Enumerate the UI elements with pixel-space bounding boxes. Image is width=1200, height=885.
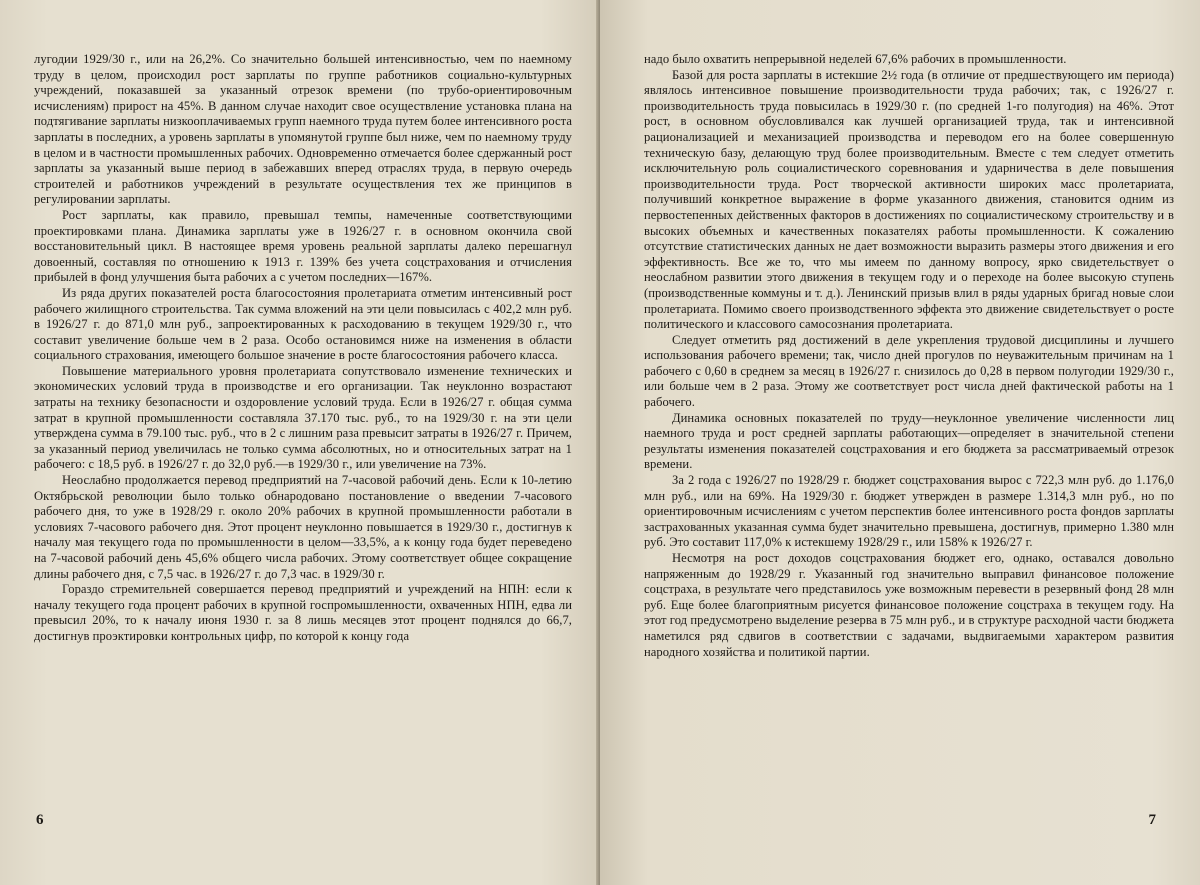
left-page-text — [34, 52, 572, 645]
paragraph: Базой для роста зарплаты в истекшие 2½ года (в отличие от предшествующего им периода) являлось интенсивное повышение производительности труда рабочих; так, с 1926/27 г. производительность труда повысилась в 1929/30 г. (по средней 1-го полугодия) на 46%. Этот рост, в основном обусловливался как лучшей организацией труда, так и интенсивной рационализацией и механизацией производства и переводом его на более совершенную техническую базу, делающую труд более производительным. Вместе с тем следует отметить исключительную роль социалистического соревнования и ударничества в деле повышения производительности труда. Рост творческой активности широких масс пролетариата, получивший конкретное выражение в форме указанного движения, становится одним из первостепенных действенных факторов в достижениях по социалистическому строительству и в высоких объемных и качественных показателях работы промышленности. К сожалению отсутствие статистических данных не дает возможности выразить размеры этого движения и его эффективность. Все же то, что мы имеем по данному вопросу, ярко свидетельствует о неослабном развитии этого движения в текущем году и о переходе на более высокую ступень (производственные коммуны и т. д.). Ленинский призыв влил в ряды ударных бригад новые слои пролетариата. Помимо своего производственного эффекта это движение свидетельствует о росте политического и классового самосознания пролетариата. — [644, 67, 1174, 332]
paragraph: За 2 года с 1926/27 по 1928/29 г. бюджет соцстрахования вырос с 722,3 млн руб. до 1.176,0 млн руб., или на 69%. На 1929/30 г. бюджет утвержден в размере 1.314,3 млн руб., но по ориентировочным исчислениям с учетом перспектив более интенсивного роста фондов зарплаты застрахованных указанная сумма будет значительно превышена, достигнув, примерно 1.380 млн руб. Это составит 117,0% к истекшему 1928/29 г., или 158% к 1926/27 г. — [644, 473, 1174, 550]
paragraph: надо было охватить непрерывной неделей 67,6% рабочих в промышленности. — [644, 52, 1067, 66]
right-page-text — [644, 52, 1174, 660]
paragraph: лугодии 1929/30 г., или на 26,2%. Со значительно большей интенсивностью, чем по наемному труду в целом, происходил рост зарплаты по группе работников социально-культурных учреждений, показавшей за указанный отрезок времени (по трубо-ориентировочным исчислениям) прирост на 45%. В данном случае находит свое осуществление установка плана на подтягивание зарплаты низкооплачиваемых групп наемного труда путем более интенсивного роста зарплаты в последних, а уровень зарплаты в упомянутой группе был ниже, чем по наемному труду в целом и в частности промышленных рабочих. Одновременно отмечается более сдержанный рост зарплаты за указанный выше период в забежавших вперед отраслях труда, в первую очередь строителей и работников учреждений в результате осуществления тех же принципов в регулировании зарплаты. — [34, 52, 573, 207]
paragraph: Из ряда других показателей роста благосостояния пролетариата отметим интенсивный рост рабочего жилищного строительства. Так сумма вложений на эти цели повысилась с 402,2 млн руб. в 1926/27 г. до 871,0 млн руб., запроектированных к расходованию в текущем 1929/30 г., что составит увеличение больше чем в 2 раза. Особо остановимся ниже на изменения в области социального страхования, имеющего большое значение в росте благосостояния рабочего класса. — [34, 285, 572, 363]
right-page — [600, 0, 1200, 885]
page-number-left: 6 — [36, 812, 44, 828]
paragraph: Гораздо стремительней совершается перевод предприятий и учреждений на НПН: если к началу текущего года процент рабочих в крупной госпромышленности, охваченных НПН, едва ли превысил 20%, то к началу июня 1930 г. за 8 лишь месяцев этот процент поднялся до 66,7, достигнув проэктировки контрольных цифр, по которой к концу года — [34, 582, 572, 643]
paragraph: Следует отметить ряд достижений в деле укрепления трудовой дисциплины и лучшего использования рабочего времени; так, число дней прогулов по неуважительным причинам на 1 рабочего с 0,60 в среднем за месяц в 1926/27 г. снизилось до 0,28 в первом полугодии 1929/30 г., или больше чем в 2 раза. Этому же соответствует рост числа дней фактической работы на 1 рабочего. — [644, 332, 1174, 410]
paragraph: Несмотря на рост доходов соцстрахования бюджет его, однако, оставался довольно напряженным до 1928/29 г. Указанный год значительно выправил финансовое положение соцстраха, в результате чего представилось уже возможным перевести в резервный фонд 28 млн руб. Еще более благоприятным рисуется финансовое положение соцстраха в текущем году. На этот год предусмотрено выделение резерва в 75 млн руб., и в структуре расходной части бюджета наметился ряд сдвигов в соответствии с задачами, выдвигаемыми характером развития народного хозяйства и политикой партии. — [644, 551, 1174, 659]
paragraph: Повышение материального уровня пролетариата сопутствовало изменение технических и экономических условий труда в производстве и его организации. Так неуклонно возрастают затраты на технику безопасности и оздоровление условий труда. Если в 1926/27 г. общая сумма затрат в крупной промышленности составляла 37.170 тыс. руб., то на 1929/30 г. на эти цели утверждена сумма в 79.100 тыс. руб., что в 2 с лишним раза превысит затраты в 1926/27 г. Причем, за указанный период увеличилась не только сумма абсолютных, но и относительных затрат на 1 рабочего: с 18,5 руб. в 1926/27 г. до 32,0 руб.—в 1929/30 г., или увеличение на 73%. — [34, 363, 572, 472]
page-number-right: 7 — [1148, 812, 1156, 828]
paragraph: Неослабно продолжается перевод предприятий на 7-часовой рабочий день. Если к 10-летию Октябрьской революции было только обнародовано постановление о введении 7-часового рабочего дня, то уже в 1928/29 г. около 20% рабочих в крупной промышленности работали в условиях 7-часового рабочего дня. Этот процент неуклонно повышается в 1929/30 г., достигнув к началу мая текущего года по промышленности в целом—33,5%, а к концу года будет переведено на 7-часовой рабочий день 45,6% общего числа рабочих. Этому соответствует общее сокращение длины рабочего дня, с 7,5 час. в 1926/27 г. до 7,3 час. в 1929/30 г. — [34, 473, 572, 581]
paragraph: Динамика основных показателей по труду—неуклонное увеличение численности лиц наемного труда и рост средней зарплаты работающих—определяет в значительной степени результаты изменения показателей соцстрахования и его бюджета за рассматриваемый отрезок времени. — [644, 410, 1174, 472]
paragraph: Рост зарплаты, как правило, превышал темпы, намеченные соответствующими проектировками плана. Динамика зарплаты уже в 1926/27 г. в основном окончила свой восстановительный цикл. В настоящее время уровень реальной зарплаты далеко перешагнул довоенный, составляя по отношению к 1913 г. 139% без учета соцстрахования и отчисления прибылей в фонд улучшения быта рабочих а с учетом последних—167%. — [34, 207, 572, 285]
